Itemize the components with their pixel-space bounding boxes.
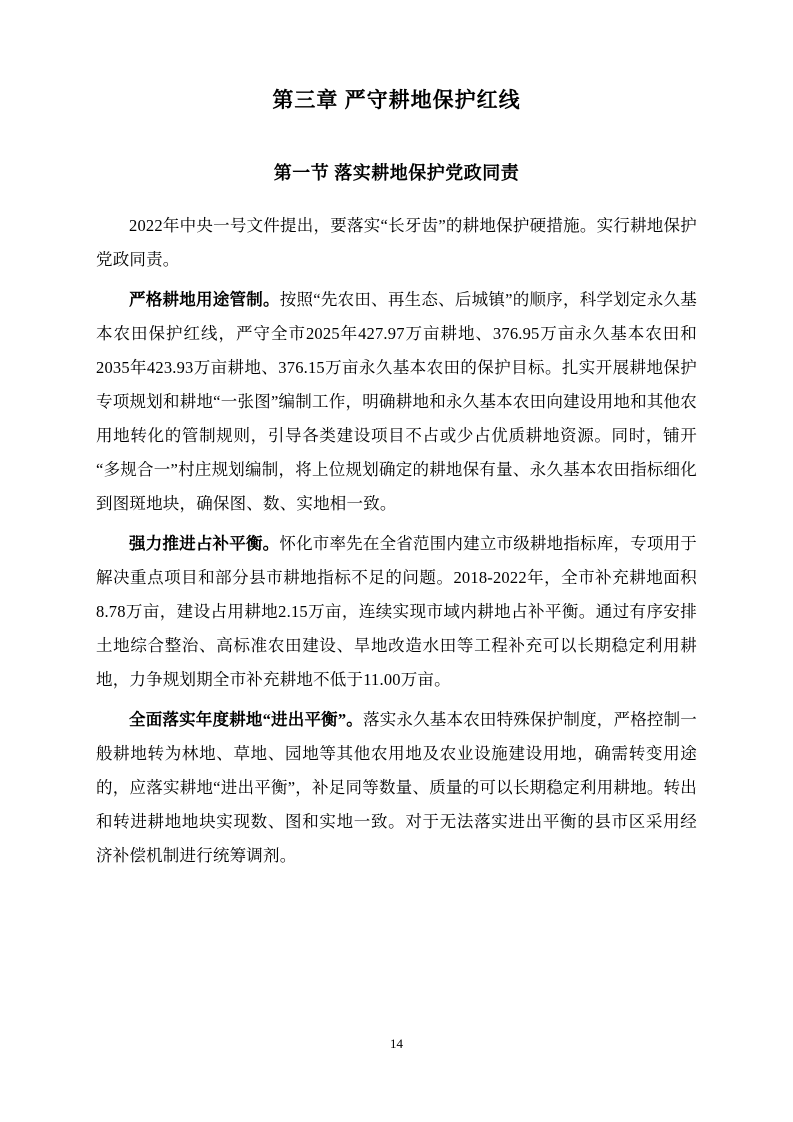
paragraph-3 [96,527,697,697]
paragraph-3-text: 怀化市率先在全省范围内建立市级耕地指标库，专项用于解决重点项目和部分县市耕地指标不足的问题。2018-2022年，全市补充耕地面积8.78万亩，建设占用耕地2.15万亩，连续实现市域内耕地占补平衡。通过有序安排土地综合整治、高标准农田建设、旱地改造水田等工程补充可以长期稳定利用耕地，力争规划期全市补充耕地不低于11.00万亩。 [96,533,697,689]
page-number: 14 [390,1036,403,1051]
paragraph-4 [96,703,697,873]
paragraph-4-lead: 全面落实年度耕地“进出平衡”。 [129,709,363,729]
paragraph-2 [96,283,697,521]
paragraph-2-text: 按照“先农田、再生态、后城镇”的顺序，科学划定永久基本农田保护红线，严守全市2025年427.97万亩耕地、376.95万亩永久基本农田和2035年423.93万亩耕地、376.15万亩永久基本农田的保护目标。扎实开展耕地保护专项规划和耕地“一张图”编制工作，明确耕地和永久基本农田向建设用地和其他农用地转化的管制规则，引导各类建设项目不占或少占优质耕地资源。同时，铺开“多规合一”村庄规划编制，将上位规划确定的耕地保有量、永久基本农田指标细化到图斑地块，确保图、数、实地相一致。 [96,289,697,513]
paragraph-4-text: 落实永久基本农田特殊保护制度，严格控制一般耕地转为林地、草地、园地等其他农用地及农业设施建设用地，确需转变用途的，应落实耕地“进出平衡”，补足同等数量、质量的可以长期稳定利用耕地。转出和转进耕地地块实现数、图和实地一致。对于无法落实进出平衡的县市区采用经济补偿机制进行统筹调剂。 [96,709,697,865]
paragraph-3-lead: 强力推进占补平衡。 [129,533,280,553]
paragraph-1 [96,209,697,277]
page-content [96,86,697,879]
chapter-title: 第三章 严守耕地保护红线 [272,88,521,112]
paragraph-1-text: 2022年中央一号文件提出，要落实“长牙齿”的耕地保护硬措施。实行耕地保护党政同责。 [96,215,697,269]
paragraph-2-lead: 严格耕地用途管制。 [129,289,280,309]
section-title: 第一节 落实耕地保护党政同责 [273,163,520,184]
